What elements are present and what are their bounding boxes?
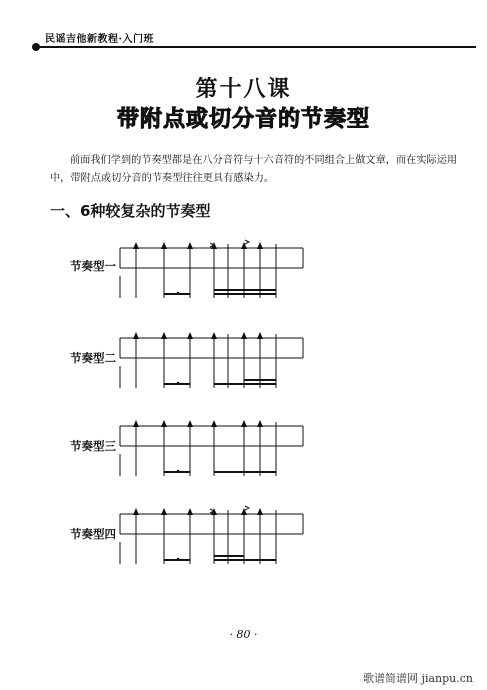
rhythm-notation-4 [118,502,318,577]
rhythm-notation-3 [118,414,318,489]
rhythm-label-3: 节奏型三 [70,439,116,453]
rhythm-notation-2 [118,326,318,401]
rhythm-label-2: 节奏型二 [70,351,116,365]
rhythm-notation-1 [118,236,318,311]
rhythm-label-1: 节奏型一 [70,259,116,273]
lesson-number: 第十八课 [195,77,292,102]
lesson-title: 带附点或切分音的节奏型 [116,107,370,132]
header-rule [36,46,476,48]
running-header: 民谣吉他新教程·入门班 [45,34,154,45]
page-number: · 80 · [229,628,258,641]
watermark: 歌谱简谱网 jianpu.cn [363,672,473,685]
section-heading: 一、6种较复杂的节奏型 [50,202,211,220]
rhythm-label-4: 节奏型四 [70,527,116,541]
intro-paragraph: 前面我们学到的节奏型都是在八分音符与十六音符的不同组合上做文章，而在实际运用中，带附点或切分音的节奏型往往更具有感染力。 [50,155,458,184]
